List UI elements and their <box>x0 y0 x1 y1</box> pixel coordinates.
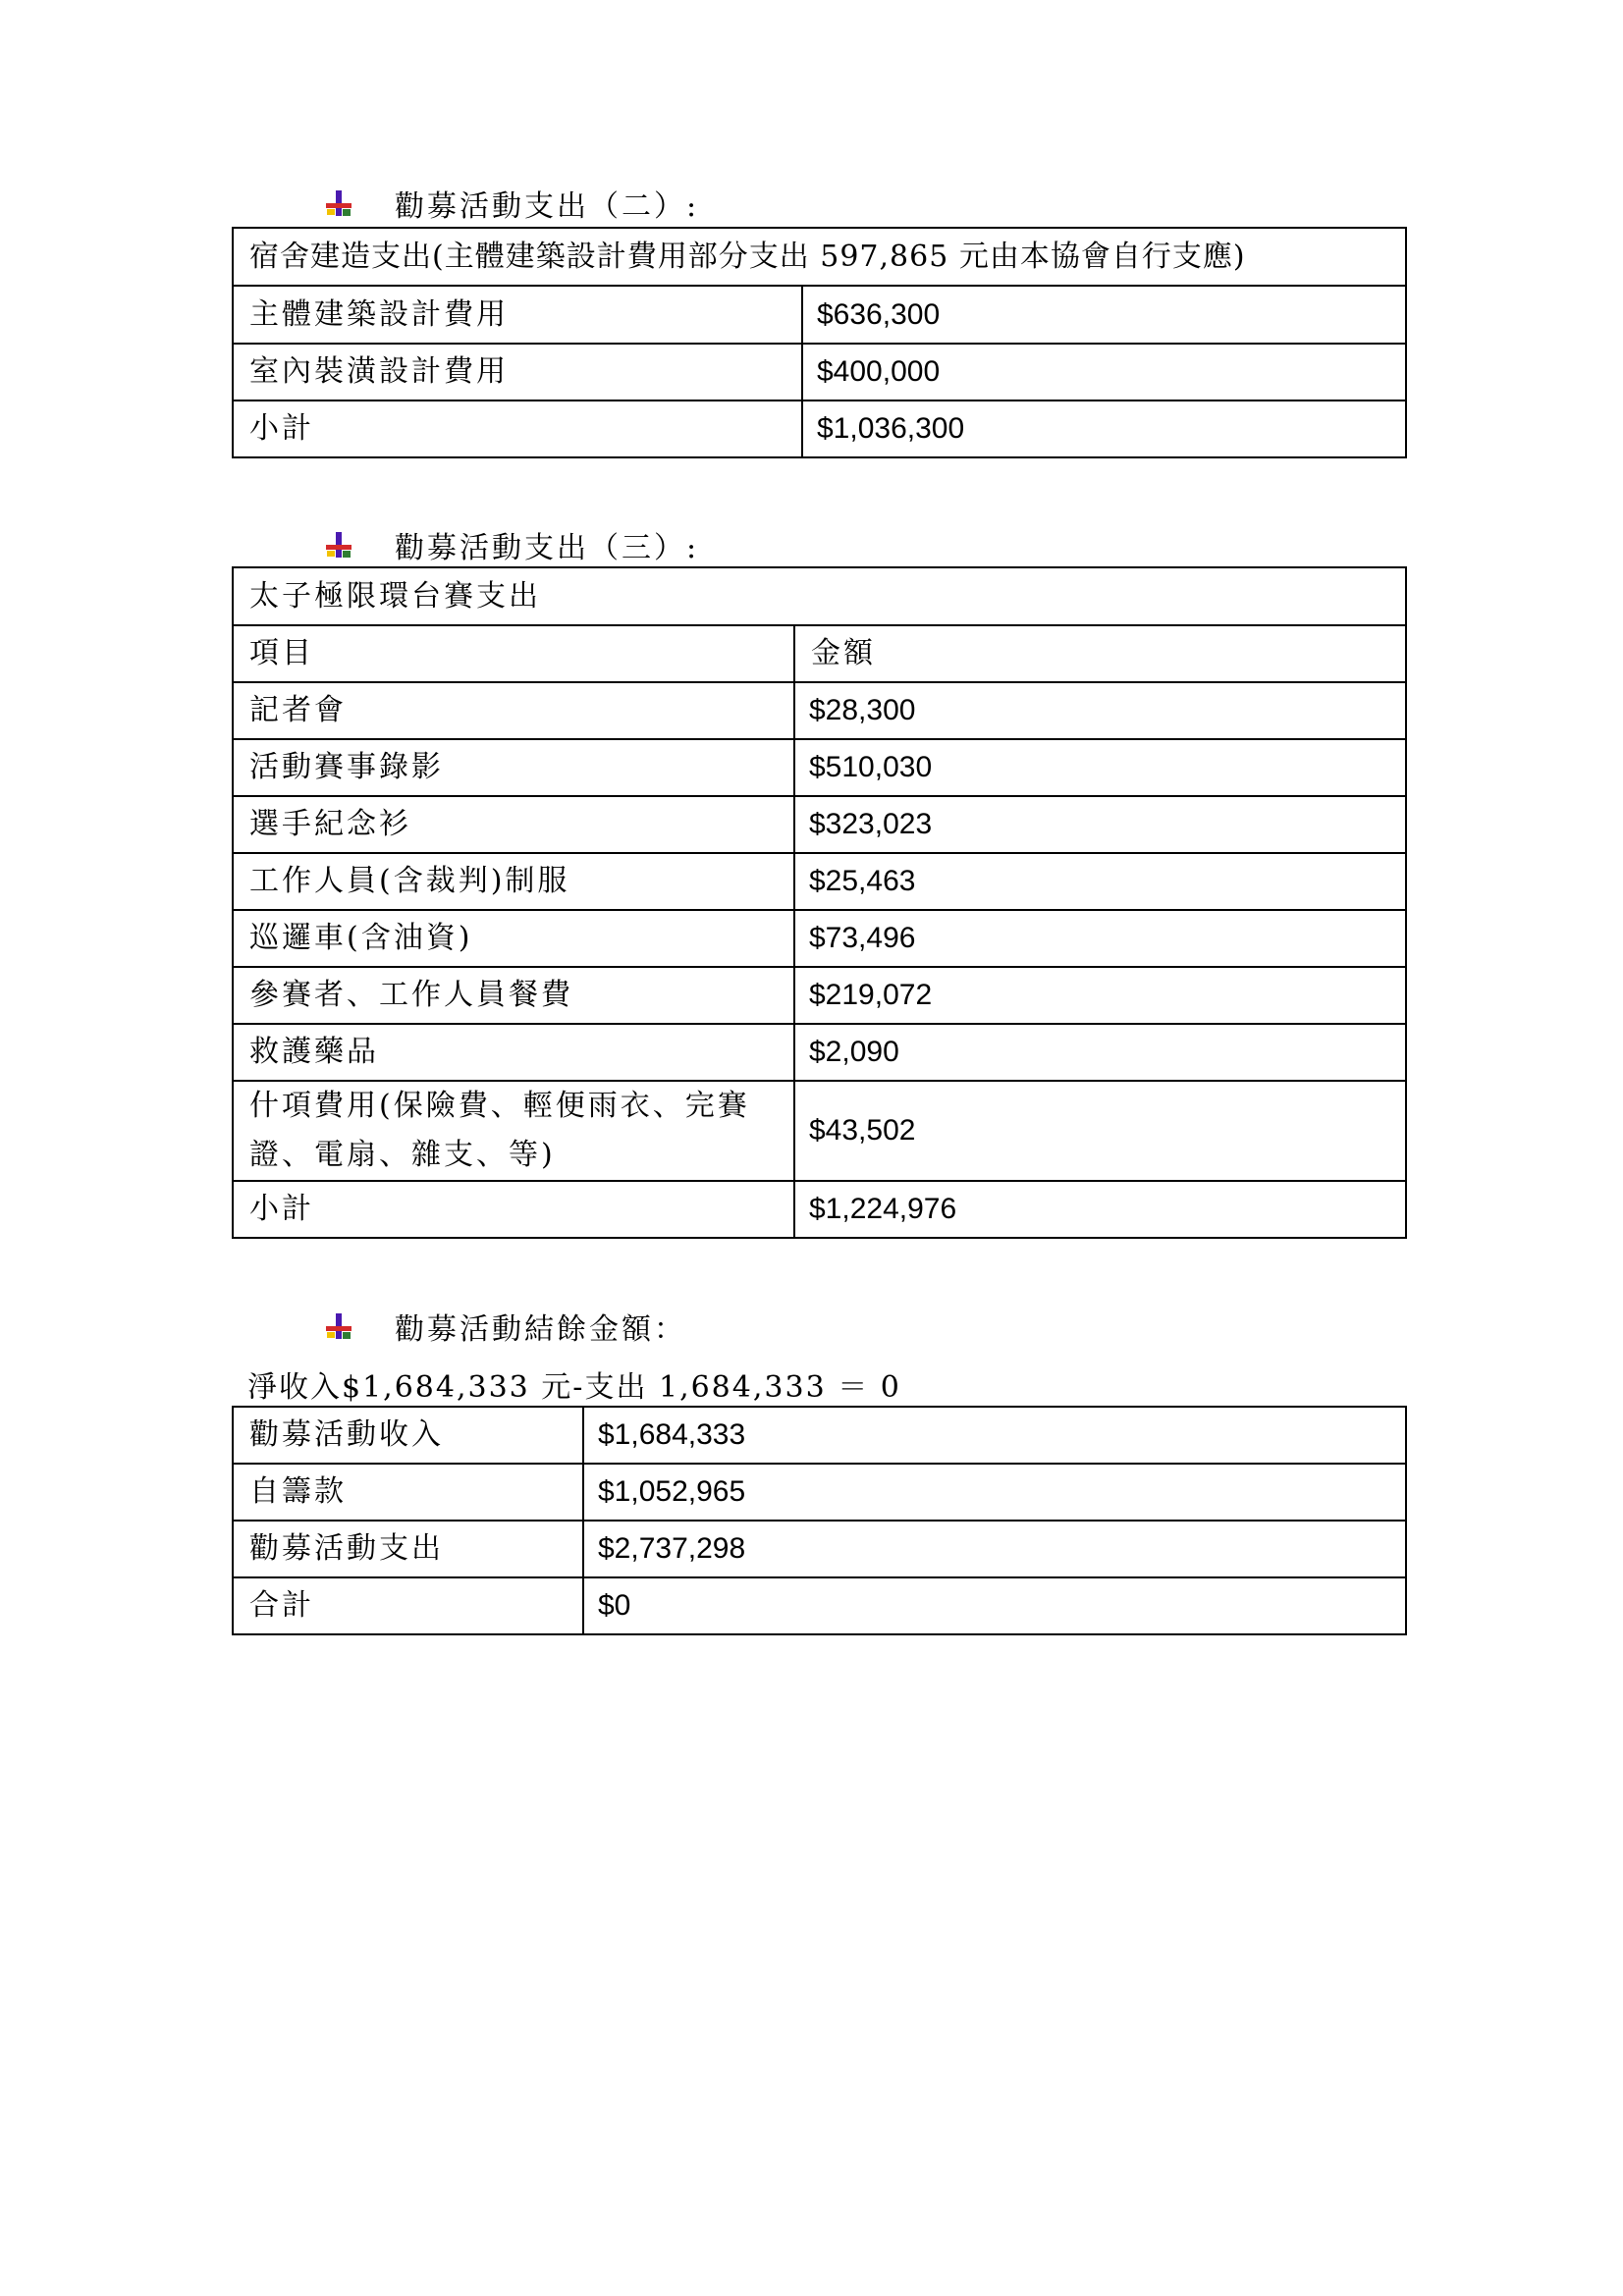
section3-table <box>232 566 1407 1239</box>
cross-bullet-icon <box>324 530 353 560</box>
table-cell-amount: $1,036,300 <box>802 400 1406 457</box>
table-cell-amount: $1,052,965 <box>583 1464 1406 1521</box>
table-cell-amount: $43,502 <box>794 1081 1406 1181</box>
section3-heading-text: 勸募活動支出（三）: <box>395 531 700 565</box>
table-cell-item: 活動賽事錄影 <box>233 739 794 796</box>
table-cell-item <box>233 1081 794 1181</box>
section4-heading-text: 勸募活動結餘金額： <box>395 1312 686 1347</box>
table-cell-item: 工作人員(含裁判)制服 <box>233 853 794 910</box>
table-cell-amount: $2,737,298 <box>583 1521 1406 1577</box>
table-cell-amount: $400,000 <box>802 344 1406 400</box>
table-header-amount: 金額 <box>794 625 1406 682</box>
section2-heading-text: 勸募活動支出（二）: <box>395 189 700 224</box>
cross-bullet-icon <box>324 188 353 218</box>
table-cell-amount: $1,224,976 <box>794 1181 1406 1238</box>
balance-formula: 淨收入$1,684,333 元-支出 1,684,333 ＝ 0 <box>247 1370 901 1405</box>
section3-title-row: 太子極限環台賽支出 <box>233 567 1406 625</box>
table-cell-item: 勸募活動支出 <box>233 1521 583 1577</box>
table-cell-item: 巡邏車(含油資) <box>233 910 794 967</box>
table-cell-item: 記者會 <box>233 682 794 739</box>
section2-heading <box>324 184 699 223</box>
table-cell-item: 小計 <box>233 1181 794 1238</box>
table-cell-amount: $1,684,333 <box>583 1407 1406 1464</box>
table-cell-amount: $510,030 <box>794 739 1406 796</box>
table-header-item: 項目 <box>233 625 794 682</box>
table-cell-item: 勸募活動收入 <box>233 1407 583 1464</box>
table-cell-item: 合計 <box>233 1577 583 1634</box>
table-cell-amount: $636,300 <box>802 286 1406 344</box>
table-cell-amount: $28,300 <box>794 682 1406 739</box>
item-line: 證、電扇、雜支、等) <box>249 1138 556 1172</box>
section4-table <box>232 1406 1407 1635</box>
table-cell-amount: $219,072 <box>794 967 1406 1024</box>
table-cell-amount: $25,463 <box>794 853 1406 910</box>
section2-table <box>232 227 1407 458</box>
table-cell-item: 參賽者、工作人員餐費 <box>233 967 794 1024</box>
item-line: 什項費用(保險費、輕便雨衣、完賽 <box>249 1089 750 1123</box>
table-cell-amount: $0 <box>583 1577 1406 1634</box>
section4-heading <box>324 1307 686 1346</box>
cross-bullet-icon <box>324 1311 353 1341</box>
table-cell-amount: $73,496 <box>794 910 1406 967</box>
section3-heading <box>324 525 699 564</box>
table-cell-item: 選手紀念衫 <box>233 796 794 853</box>
table-cell-item: 主體建築設計費用 <box>233 286 802 344</box>
table-cell-item: 救護藥品 <box>233 1024 794 1081</box>
table-cell-amount: $2,090 <box>794 1024 1406 1081</box>
table-cell-item: 自籌款 <box>233 1464 583 1521</box>
table-cell-amount: $323,023 <box>794 796 1406 853</box>
section2-title-row: 宿舍建造支出(主體建築設計費用部分支出 597,865 元由本協會自行支應) <box>233 228 1406 286</box>
table-cell-item: 室內裝潢設計費用 <box>233 344 802 400</box>
table-cell-item: 小計 <box>233 400 802 457</box>
